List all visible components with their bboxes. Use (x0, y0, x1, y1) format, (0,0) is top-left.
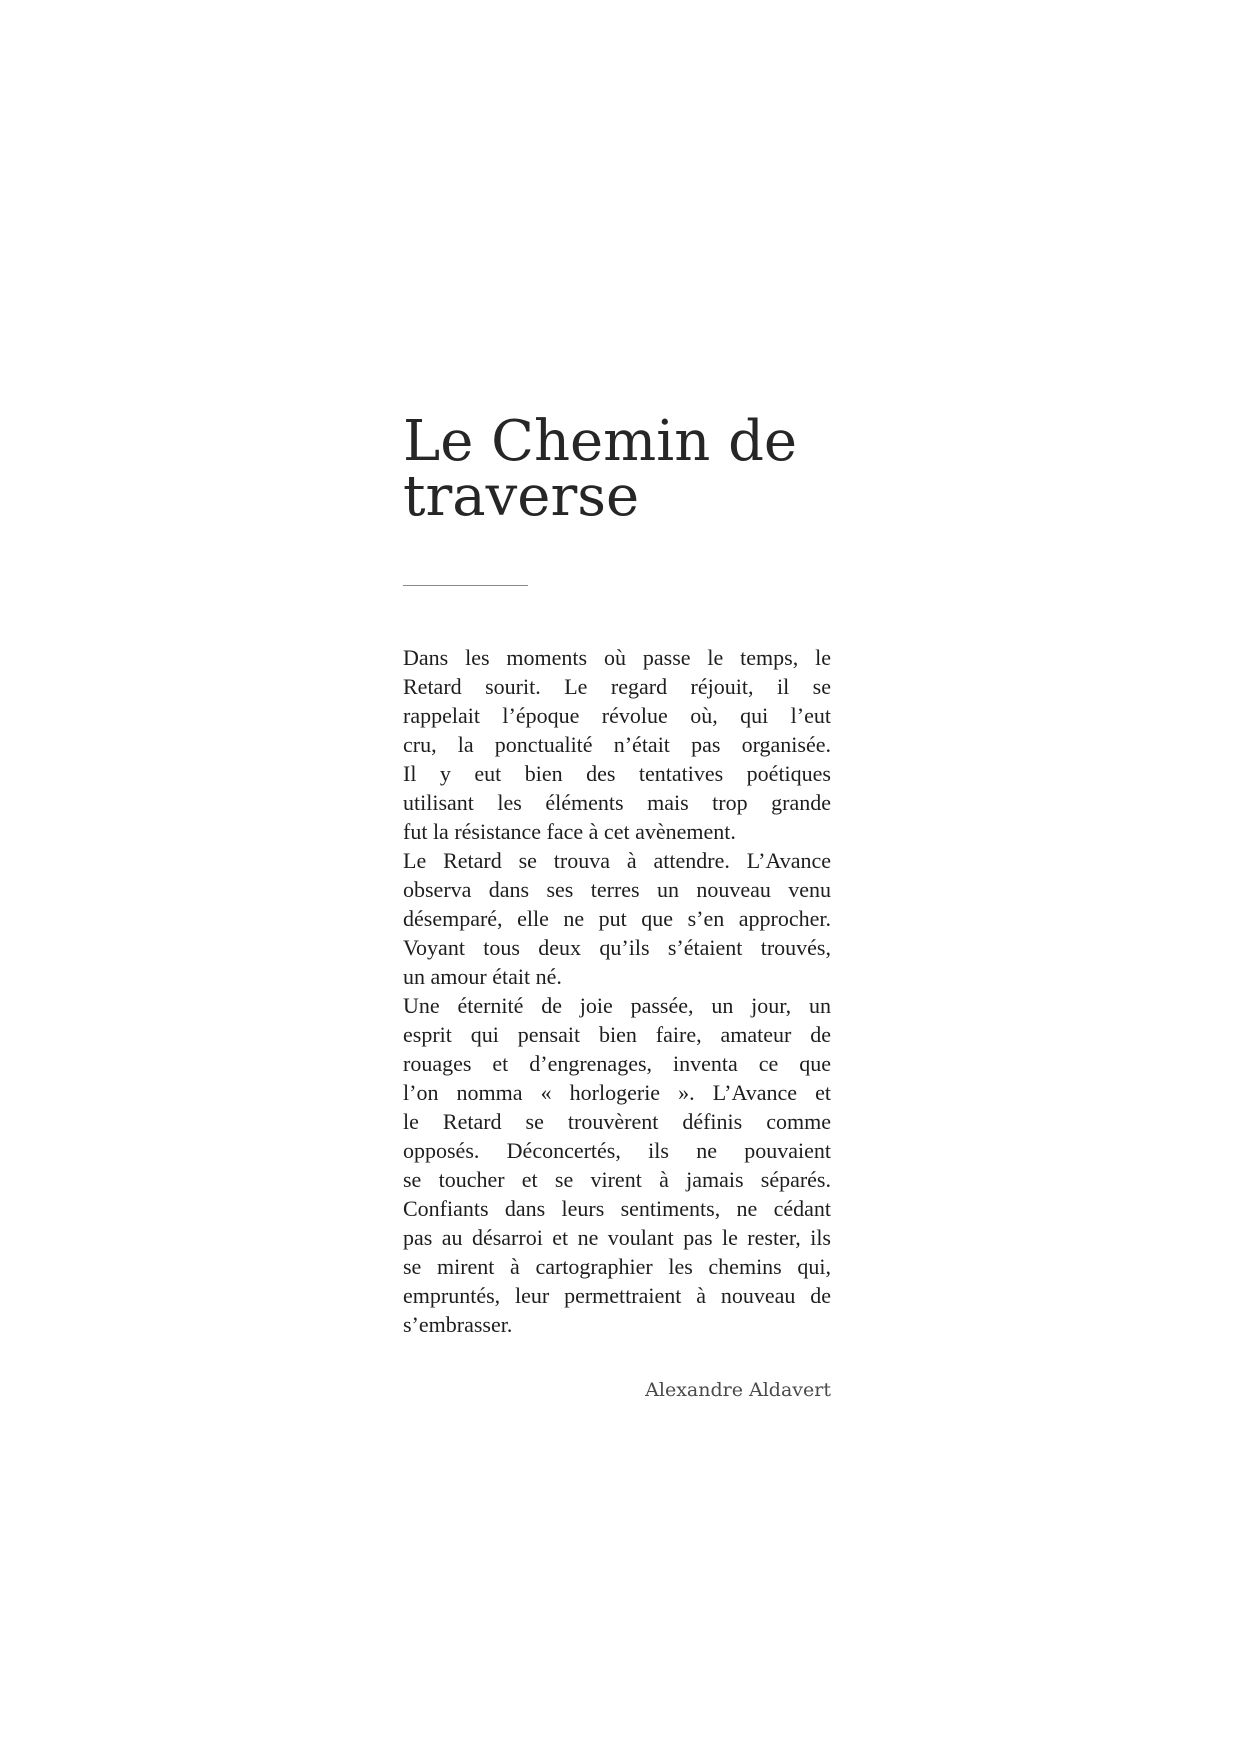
body-line: rappelait l’époque révolue où, qui l’eut (403, 703, 831, 728)
body-line: empruntés, leur permettraient à nouveau de (403, 1283, 831, 1308)
body-line: utilisant les éléments mais trop grande (403, 790, 831, 815)
body-line: Une éternité de joie passée, un jour, un (403, 993, 831, 1018)
body-line: le Retard se trouvèrent définis comme (403, 1109, 831, 1134)
body-paragraph (403, 643, 831, 1339)
body-line: observa dans ses terres un nouveau venu (403, 877, 831, 902)
body-line: se mirent à cartographier les chemins qui, (403, 1254, 831, 1279)
body-line: opposés. Déconcertés, ils ne pouvaient (403, 1138, 831, 1163)
body-line: rouages et d’engrenages, inventa ce que (403, 1051, 831, 1076)
body-line: cru, la ponctualité n’était pas organisée. (403, 732, 831, 757)
title-line-2: traverse (403, 464, 640, 529)
body-line: Il y eut bien des tentatives poétiques (403, 761, 831, 786)
body-line: s’embrasser. (403, 1312, 513, 1337)
page-title (403, 409, 843, 529)
body-line: se toucher et se virent à jamais séparés. (403, 1167, 831, 1192)
body-line: Confiants dans leurs sentiments, ne cédant (403, 1196, 831, 1221)
body-line: esprit qui pensait bien faire, amateur de (403, 1022, 831, 1047)
body-line: Voyant tous deux qu’ils s’étaient trouvés, (403, 935, 831, 960)
title-divider (403, 585, 528, 586)
body-line: pas au désarroi et ne voulant pas le rester, ils (403, 1225, 831, 1250)
body-line: Dans les moments où passe le temps, le (403, 645, 831, 670)
title-line-1: Le Chemin de (403, 409, 798, 474)
body-line: un amour était né. (403, 964, 562, 989)
body-line: Le Retard se trouva à attendre. L’Avance (403, 848, 831, 873)
author-signature: Alexandre Aldavert (645, 1379, 831, 1401)
body-line: l’on nomma « horlogerie ». L’Avance et (403, 1080, 831, 1105)
body-line: fut la résistance face à cet avènement. (403, 819, 736, 844)
body-line: désemparé, elle ne put que s’en approcher. (403, 906, 831, 931)
body-line: Retard sourit. Le regard réjouit, il se (403, 674, 831, 699)
